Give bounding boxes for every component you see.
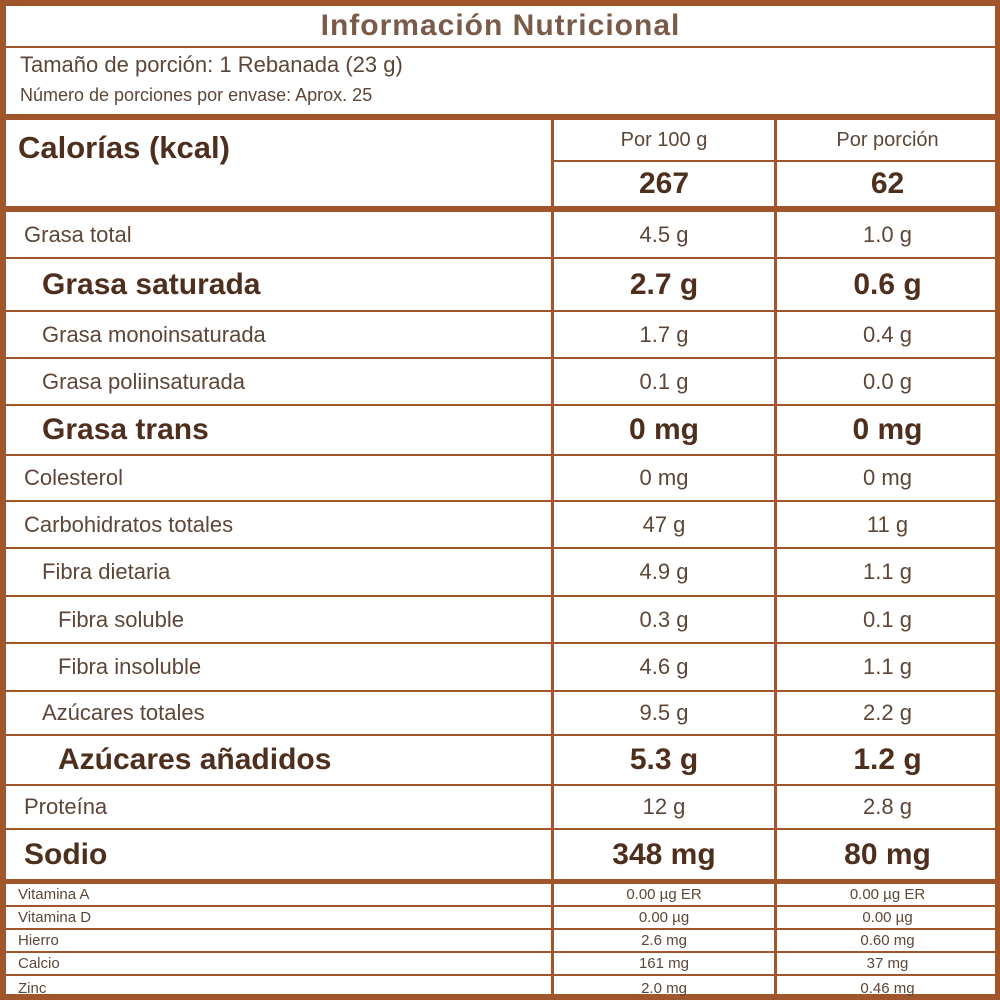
nutrient-serving: 11 g: [774, 502, 998, 547]
serving-size: Tamaño de porción: 1 Rebanada (23 g): [20, 52, 403, 77]
vitamin-per100: 2.6 mg: [551, 930, 774, 951]
nutrient-per100: 4.6 g: [551, 644, 774, 690]
vitamin-per100: 0.00 µg ER: [551, 884, 774, 905]
nutrient-name: Azúcares totales: [42, 700, 205, 725]
vitamin-name: Hierro: [18, 932, 59, 949]
nutrient-name: Sodio: [24, 837, 108, 871]
title-row: [6, 6, 995, 48]
vitamin-row-vitamina-d: [6, 907, 995, 930]
calories-row: [6, 120, 995, 212]
vitamin-serving: 0.00 µg ER: [774, 884, 998, 905]
nutrient-row-sodio: [6, 830, 995, 884]
vitamin-row-zinc: [6, 976, 995, 1000]
nutrient-per100: 9.5 g: [551, 692, 774, 734]
vitamin-name: Calcio: [18, 955, 60, 972]
nutrient-row-carbohidratos: [6, 502, 995, 549]
vitamin-serving: 0.60 mg: [774, 930, 998, 951]
nutrient-serving: 1.2 g: [774, 736, 998, 784]
nutrient-per100: 4.9 g: [551, 549, 774, 595]
per100-header: Por 100 g: [554, 120, 774, 162]
nutrient-per100: 0 mg: [551, 456, 774, 500]
nutrient-per100: 47 g: [551, 502, 774, 547]
nutrient-name: Grasa poliinsaturada: [42, 368, 246, 394]
nutrient-per100: 0 mg: [551, 406, 774, 454]
vitamin-row-vitamina-a: [6, 884, 995, 907]
servings-per-container: Número de porciones por envase: Aprox. 25: [20, 85, 373, 105]
label-title: Información Nutricional: [320, 9, 681, 42]
vitamin-serving: 37 mg: [774, 953, 998, 974]
nutrient-name: Fibra insoluble: [58, 654, 202, 679]
nutrient-row-grasa-trans: [6, 406, 995, 456]
calories-label: Calorías (kcal): [18, 130, 230, 165]
nutrient-name: Grasa monoinsaturada: [42, 321, 266, 347]
nutrient-row-fibra-dietaria: [6, 549, 995, 597]
nutrient-serving: 0.1 g: [774, 597, 998, 642]
calories-serving-cell: [774, 120, 998, 206]
nutrient-per100: 1.7 g: [551, 312, 774, 357]
nutrient-row-fibra-soluble: [6, 597, 995, 644]
nutrient-serving: 0 mg: [774, 406, 998, 454]
vitamin-per100: 2.0 mg: [551, 976, 774, 1000]
nutrient-row-grasa-saturada: [6, 259, 995, 312]
vitamin-per100: 161 mg: [551, 953, 774, 974]
nutrient-row-colesterol: [6, 456, 995, 502]
calories-per100-cell: [551, 120, 774, 206]
vitamin-per100: 0.00 µg: [551, 907, 774, 928]
nutrient-serving: 0.6 g: [774, 259, 998, 310]
nutrient-per100: 4.5 g: [551, 212, 774, 257]
nutrient-name: Proteína: [24, 794, 108, 819]
nutrient-serving: 1.1 g: [774, 644, 998, 690]
calories-per100-value: 267: [638, 167, 690, 200]
nutrient-serving: 0.4 g: [774, 312, 998, 357]
vitamin-row-calcio: [6, 953, 995, 976]
nutrient-per100: 0.1 g: [551, 359, 774, 404]
nutrient-row-grasa-total: [6, 212, 995, 259]
nutrient-name: Fibra soluble: [58, 606, 184, 632]
nutrient-per100: 5.3 g: [551, 736, 774, 784]
nutrient-name: Carbohidratos totales: [24, 511, 234, 537]
nutrient-name: Azúcares añadidos: [58, 743, 332, 776]
nutrient-name: Colesterol: [24, 465, 124, 490]
nutrient-per100: 12 g: [551, 786, 774, 828]
nutrient-name: Fibra dietaria: [42, 559, 171, 584]
nutrient-serving: 1.0 g: [774, 212, 998, 257]
nutrient-row-grasa-poliinsaturada: [6, 359, 995, 406]
serving-info: [6, 48, 995, 120]
nutrient-per100: 0.3 g: [551, 597, 774, 642]
nutrient-name: Grasa saturada: [42, 267, 261, 301]
nutrient-row-azucares-anadidos: [6, 736, 995, 786]
calories-label-cell: [6, 120, 560, 206]
nutrient-row-azucares-totales: [6, 692, 995, 736]
vitamin-name: Vitamina D: [18, 909, 92, 926]
nutrient-serving: 0.0 g: [774, 359, 998, 404]
nutrient-row-fibra-insoluble: [6, 644, 995, 692]
nutrient-serving: 1.1 g: [774, 549, 998, 595]
nutrient-name: Grasa total: [24, 221, 132, 247]
nutrient-serving: 2.8 g: [774, 786, 998, 828]
nutrient-row-grasa-monoinsaturada: [6, 312, 995, 359]
serving-header: Por porción: [777, 120, 998, 162]
vitamin-serving: 0.46 mg: [774, 976, 998, 1000]
nutrient-name: Grasa trans: [42, 413, 209, 446]
vitamin-row-hierro: [6, 930, 995, 953]
nutrient-per100: 2.7 g: [551, 259, 774, 310]
nutrient-serving: 2.2 g: [774, 692, 998, 734]
calories-serving-value: 62: [870, 167, 905, 200]
nutrient-row-proteina: [6, 786, 995, 830]
vitamin-name: Vitamina A: [18, 886, 90, 903]
nutrient-serving: 80 mg: [774, 830, 998, 879]
nutrient-per100: 348 mg: [551, 830, 774, 879]
nutrient-serving: 0 mg: [774, 456, 998, 500]
vitamin-name: Zinc: [18, 979, 47, 997]
vitamin-serving: 0.00 µg: [774, 907, 998, 928]
